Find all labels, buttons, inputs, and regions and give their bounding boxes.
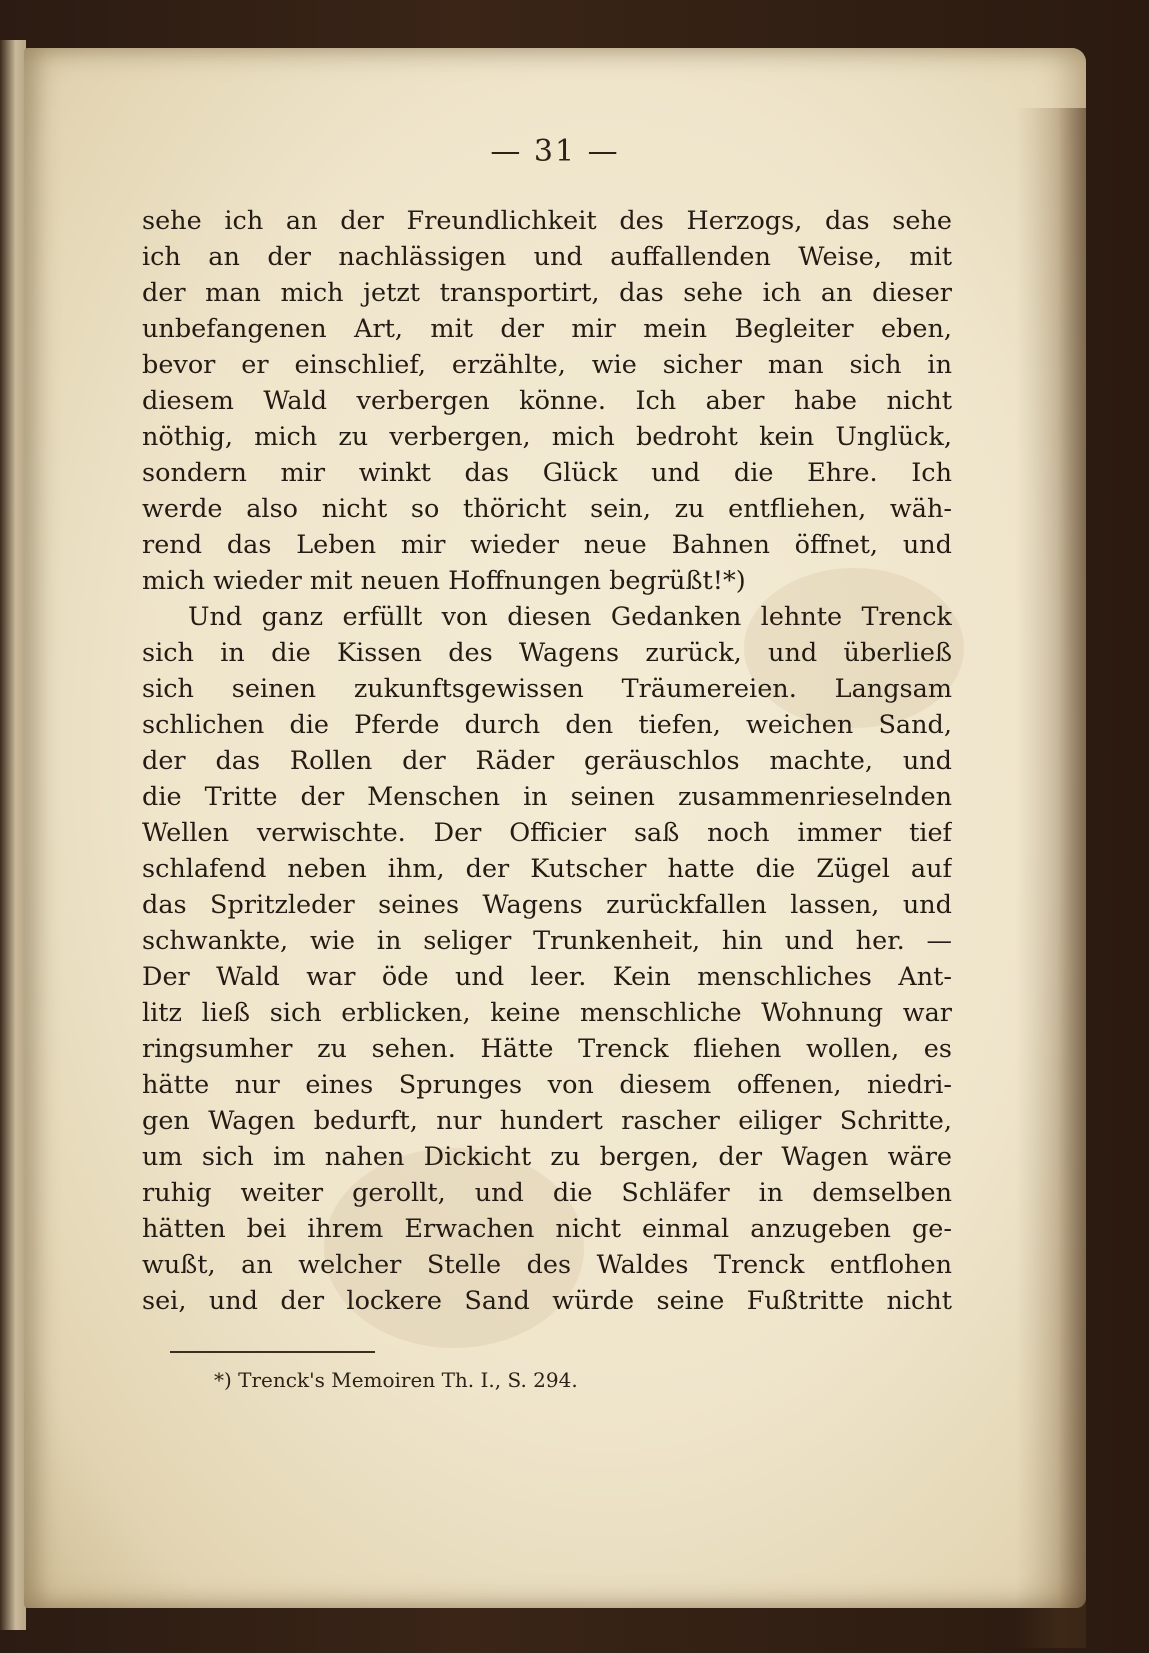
- text-line: wußt, an welcher Stelle des Waldes Trenck entflohen: [142, 1250, 952, 1280]
- body-text: [142, 203, 952, 1319]
- footnote-divider: [170, 1351, 375, 1353]
- text-line: Und ganz erfüllt von diesen Gedanken lehnte Trenck: [188, 602, 952, 632]
- text-line: sondern mir winkt das Glück und die Ehre. Ich: [142, 458, 952, 488]
- book-page: [24, 48, 1086, 1608]
- text-line: schlafend neben ihm, der Kutscher hatte die Zügel auf: [142, 854, 952, 884]
- text-line: schwankte, wie in seliger Trunkenheit, hin und her. —: [142, 926, 952, 956]
- text-line: litz ließ sich erblicken, keine menschliche Wohnung war: [142, 998, 952, 1028]
- text-line: sei, und der lockere Sand würde seine Fußtritte nicht: [142, 1286, 952, 1316]
- text-line: Wellen verwischte. Der Officier saß noch immer tief: [142, 818, 952, 848]
- text-line: die Tritte der Menschen in seinen zusammenrieselnden: [142, 782, 952, 812]
- text-line: diesem Wald verbergen könne. Ich aber habe nicht: [142, 386, 952, 416]
- text-line: gen Wagen bedurft, nur hundert rascher eiliger Schritte,: [142, 1106, 952, 1136]
- footnote: *) Trenck's Memoiren Th. I., S. 294.: [214, 1368, 578, 1392]
- page-edge-shadow: [1016, 108, 1086, 1648]
- text-line: werde also nicht so thöricht sein, zu entfliehen, wäh-: [142, 494, 952, 524]
- text-line: Der Wald war öde und leer. Kein menschliches Ant-: [142, 962, 952, 992]
- text-line: hätte nur eines Sprunges von diesem offenen, niedri-: [142, 1070, 952, 1100]
- text-line: bevor er einschlief, erzählte, wie sicher man sich in: [142, 350, 952, 380]
- text-line: hätten bei ihrem Erwachen nicht einmal anzugeben ge-: [142, 1214, 952, 1244]
- text-line: ringsumher zu sehen. Hätte Trenck fliehen wollen, es: [142, 1034, 952, 1064]
- text-line: unbefangenen Art, mit der mir mein Begleiter eben,: [142, 314, 952, 344]
- text-line: sich seinen zukunftsgewissen Träumereien. Langsam: [142, 674, 952, 704]
- text-line: nöthig, mich zu verbergen, mich bedroht kein Unglück,: [142, 422, 952, 452]
- page-number: — 31 —: [490, 134, 620, 169]
- text-line: ich an der nachlässigen und auffallenden Weise, mit: [142, 242, 952, 272]
- text-line: ruhig weiter gerollt, und die Schläfer in demselben: [142, 1178, 952, 1208]
- text-line: rend das Leben mir wieder neue Bahnen öffnet, und: [142, 530, 952, 560]
- left-page-edge: [0, 40, 26, 1630]
- text-line: sich in die Kissen des Wagens zurück, und überließ: [142, 638, 952, 668]
- text-line: mich wieder mit neuen Hoffnungen begrüßt!*): [142, 566, 746, 596]
- text-line: schlichen die Pferde durch den tiefen, weichen Sand,: [142, 710, 952, 740]
- text-line: der das Rollen der Räder geräuschlos machte, und: [142, 746, 952, 776]
- text-line: das Spritzleder seines Wagens zurückfallen lassen, und: [142, 890, 952, 920]
- text-line: sehe ich an der Freundlichkeit des Herzogs, das sehe: [142, 206, 952, 236]
- text-line: um sich im nahen Dickicht zu bergen, der Wagen wäre: [142, 1142, 952, 1172]
- text-line: der man mich jetzt transportirt, das sehe ich an dieser: [142, 278, 952, 308]
